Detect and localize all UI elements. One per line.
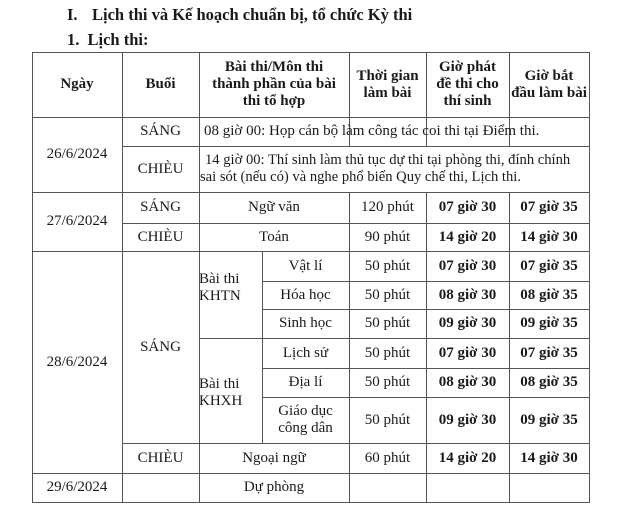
date-cell: 26/6/2024	[46, 146, 108, 162]
header-start	[509, 52, 589, 117]
subject-cell	[262, 397, 349, 443]
note-cell	[199, 146, 589, 192]
date-cell: 28/6/2024	[46, 353, 108, 370]
subject-cell: Lịch sử	[282, 344, 329, 361]
header-subject-line: thành phần của bài	[212, 76, 336, 92]
start-time-cell: 07 giờ 35	[520, 344, 578, 361]
subject-cell: Sinh học	[279, 315, 332, 331]
group-khtn	[199, 251, 262, 338]
subject-cell: Toán	[259, 228, 289, 245]
subsection-title: Lịch thi:	[87, 30, 149, 49]
subject-cell: Ngoại ngữ	[242, 449, 306, 466]
subject-cell: Vật lí	[288, 257, 323, 274]
section-number: I.	[67, 5, 78, 24]
start-time-cell: 09 giờ 35	[520, 315, 578, 331]
session-cell: CHIÈU	[137, 160, 184, 177]
session-cell: CHIÈU	[137, 449, 184, 466]
duration-cell: 50 phút	[364, 411, 411, 428]
note-line: sai sót (nếu có) và nghe phổ biến Quy chế thi, Lịch thi.	[200, 169, 521, 185]
section-title: Lịch thi và Kế hoạch chuẩn bị, tổ chức Kỳ thi	[92, 5, 413, 24]
start-time-cell: 08 giờ 35	[520, 286, 578, 303]
subject-cell: Hóa học	[280, 286, 331, 303]
group-khxh	[199, 338, 262, 443]
subject-cell: Địa lí	[288, 374, 323, 390]
group-line: KHTN	[199, 288, 241, 304]
subject-line: công dân	[278, 420, 333, 436]
session-cell: SÁNG	[140, 199, 181, 215]
session-cell: SÁNG	[140, 338, 181, 355]
header-start-line: đầu làm bài	[511, 84, 587, 101]
distribute-time-cell: 14 giờ 20	[438, 449, 497, 466]
duration-cell: 50 phút	[364, 286, 411, 303]
header-subject-line: thi tổ hợp	[242, 93, 306, 109]
duration-cell: 120 phút	[361, 199, 414, 215]
subject-line: Giáo dục	[278, 403, 333, 419]
start-time-cell: 14 giờ 30	[520, 449, 578, 466]
subsection-number: 1.	[67, 30, 80, 49]
table-border	[589, 52, 590, 503]
start-time-cell: 09 giờ 35	[520, 411, 578, 428]
duration-cell: 50 phút	[364, 257, 411, 274]
group-line: Bài thi	[199, 376, 240, 392]
distribute-time-cell: 08 giờ 30	[438, 286, 497, 303]
start-time-cell: 07 giờ 35	[520, 257, 578, 274]
distribute-time-cell: 09 giờ 30	[438, 315, 497, 331]
session-cell: CHIÈU	[137, 228, 184, 245]
start-time-cell: 07 giờ 35	[520, 199, 578, 215]
subject-cell: Ngữ văn	[248, 199, 300, 215]
table-border	[32, 502, 589, 503]
header-subject-line: Bài thi/Môn thi	[224, 59, 324, 75]
group-line: Bài thi	[199, 271, 240, 287]
header-distribute-line: Giờ phát	[438, 59, 497, 75]
header-session: Buổi	[145, 76, 176, 92]
header-day: Ngày	[60, 76, 94, 92]
subsection-heading	[67, 30, 148, 50]
distribute-time-cell: 14 giờ 20	[438, 228, 497, 245]
duration-cell: 60 phút	[364, 449, 411, 466]
start-time-cell: 14 giờ 30	[520, 228, 578, 245]
session-cell: SÁNG	[140, 123, 181, 139]
group-line: KHXH	[199, 393, 243, 409]
header-distribute	[426, 52, 509, 117]
header-duration-line: Thời gian	[356, 67, 419, 84]
distribute-time-cell: 07 giờ 30	[438, 199, 497, 215]
date-cell: 29/6/2024	[46, 479, 108, 495]
distribute-time-cell: 07 giờ 30	[438, 257, 497, 274]
header-distribute-line: thí sinh	[443, 93, 492, 109]
duration-cell: 50 phút	[364, 374, 411, 390]
distribute-time-cell: 09 giờ 30	[438, 411, 497, 428]
duration-cell: 50 phút	[364, 315, 411, 331]
header-duration	[349, 52, 426, 117]
distribute-time-cell: 07 giờ 30	[438, 344, 497, 361]
header-subject	[199, 52, 349, 117]
start-time-cell: 08 giờ 35	[520, 374, 578, 390]
header-duration-line: làm bài	[363, 84, 412, 101]
duration-cell: 90 phút	[364, 228, 411, 245]
date-cell: 27/6/2024	[46, 213, 108, 229]
subject-cell: Dự phòng	[243, 479, 305, 495]
note-line: 14 giờ 00: Thí sinh làm thủ tục dự thi tại phòng thi, đính chính	[205, 152, 571, 168]
distribute-time-cell: 08 giờ 30	[438, 374, 497, 390]
header-distribute-line: đề thi cho	[436, 76, 499, 92]
section-heading	[67, 5, 413, 25]
note-cell: 08 giờ 00: Họp cán bộ làm công tác coi thi tại Điểm thi.	[204, 123, 540, 139]
header-start-line: Giờ bắt	[524, 67, 574, 84]
duration-cell: 50 phút	[364, 344, 411, 361]
